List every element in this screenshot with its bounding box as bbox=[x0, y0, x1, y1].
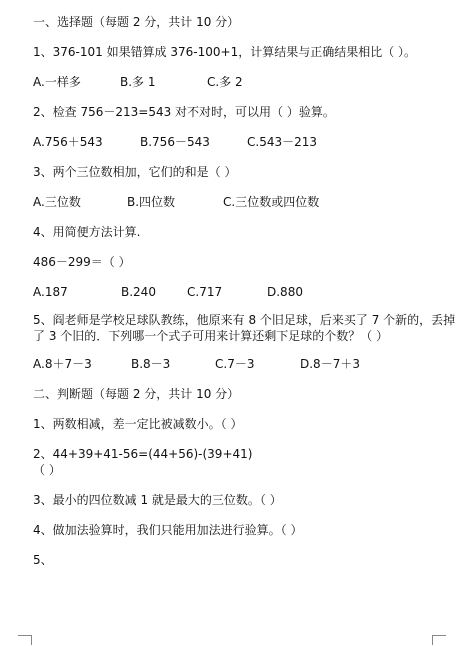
option-c: C.7－3 bbox=[215, 357, 255, 371]
question-1-5-text-line2: 了 3 个旧的．下列哪一个式子可用来计算还剩下足球的个数？（ ） bbox=[33, 329, 389, 343]
option-b: B.四位数 bbox=[127, 195, 176, 209]
option-d: D.8－7＋3 bbox=[300, 357, 360, 371]
option-a: A.一样多 bbox=[33, 75, 81, 89]
option-a: A.三位数 bbox=[33, 195, 81, 209]
option-b: B.240 bbox=[121, 285, 156, 299]
judgement-4-text: 4、做加法验算时，我们只能用加法进行验算。（ ） bbox=[33, 523, 303, 537]
section1-title: 一、选择题（每题 2 分，共计 10 分） bbox=[33, 15, 240, 29]
judgement-1-text: 1、两数相减，差一定比被减数小。（ ） bbox=[33, 417, 243, 431]
section2-title: 二、判断题（每题 2 分，共计 10 分） bbox=[33, 387, 240, 401]
question-1-4-text: 4、用简便方法计算. bbox=[33, 225, 141, 239]
judgement-5-text: 5、 bbox=[33, 553, 53, 567]
option-b: B.8－3 bbox=[131, 357, 171, 371]
option-d: D.880 bbox=[267, 285, 303, 299]
page-corner-mark-left bbox=[18, 635, 32, 646]
option-c: C.三位数或四位数 bbox=[223, 195, 320, 209]
question-1-1-text: 1、376-101 如果错算成 376-100+1，计算结果与正确结果相比（ ）。 bbox=[33, 45, 417, 59]
judgement-3-text: 3、最小的四位数减 1 就是最大的三位数。（ ） bbox=[33, 493, 282, 507]
option-a: A.8＋7－3 bbox=[33, 357, 92, 371]
option-b: B.756－543 bbox=[140, 135, 210, 149]
question-1-5-text-line1: 5、阎老师是学校足球队教练，他原来有 8 个旧足球，后来买了 7 个新的，丢掉 bbox=[33, 313, 456, 327]
judgement-2-text-line1: 2、44+39+41-56=(44+56)-(39+41) bbox=[33, 447, 253, 461]
option-b: B.多 1 bbox=[120, 75, 156, 89]
judgement-2-text-line2: （ ） bbox=[33, 463, 61, 477]
question-1-2-text: 2、检查 756－213=543 对不对时，可以用（ ）验算。 bbox=[33, 105, 335, 119]
page-corner-mark-right bbox=[432, 635, 446, 646]
option-c: C.多 2 bbox=[207, 75, 243, 89]
option-c: C.717 bbox=[187, 285, 223, 299]
option-a: A.187 bbox=[33, 285, 68, 299]
question-1-3-text: 3、两个三位数相加，它们的和是（ ） bbox=[33, 165, 237, 179]
option-c: C.543－213 bbox=[247, 135, 318, 149]
question-1-4-expression: 486－299＝（ ） bbox=[33, 255, 131, 269]
option-a: A.756＋543 bbox=[33, 135, 103, 149]
